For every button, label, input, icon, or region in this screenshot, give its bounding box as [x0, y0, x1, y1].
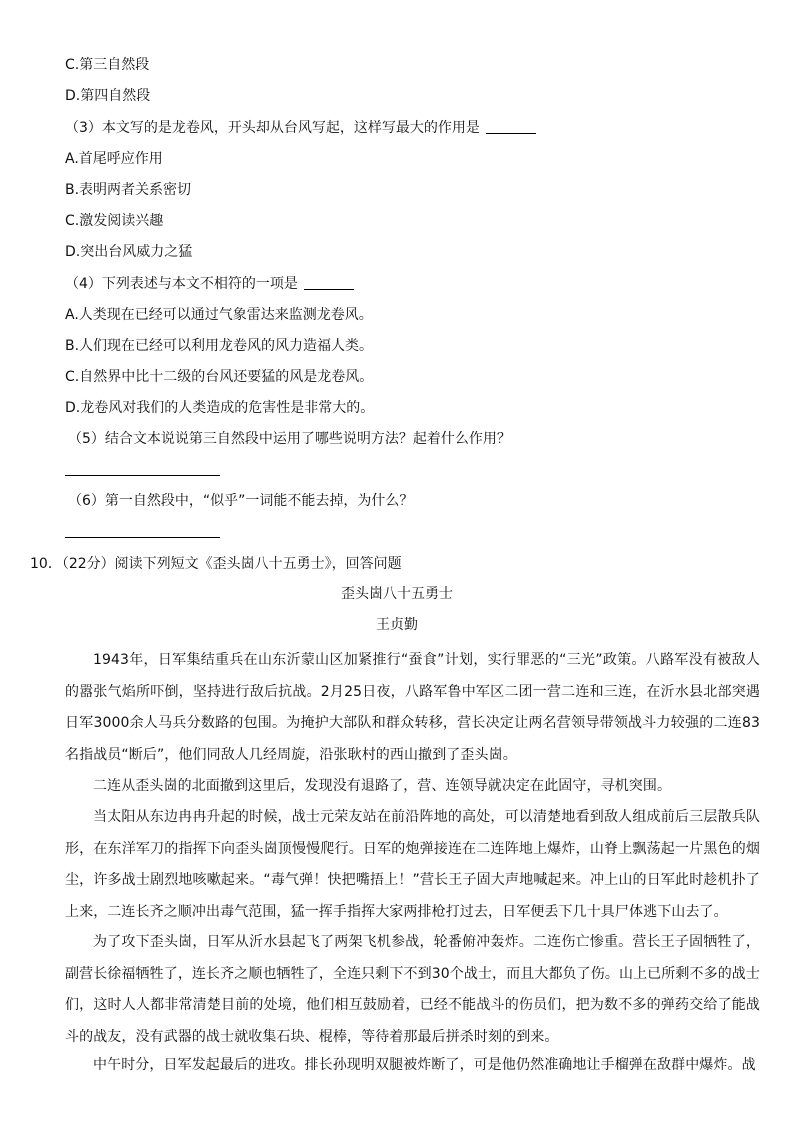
q2-option-d: D.第四自然段 [65, 88, 151, 104]
q4-option-b: B.人们现在已经可以利用龙卷风的风力造福人类。 [65, 338, 374, 354]
q3-stem-text: （3）本文写的是龙卷风，开头却从台风写起，这样写最大的作用是 [65, 120, 480, 136]
q4-option-d: D.龙卷风对我们的人类造成的危害性是非常大的。 [65, 400, 375, 416]
q5-stem: （5）结合文本说说第三自然段中运用了哪些说明方法？起着什么作用？ [68, 431, 511, 447]
q4-option-a: A.人类现在已经可以通过气象雷达来监测龙卷风。 [65, 307, 373, 323]
q10-heading: 10．（22分）阅读下列短文《歪头崮八十五勇士》，回答问题 [30, 556, 402, 572]
passage-paragraph-4: 为了攻下歪头崮，日军从沂水县起飞了两架飞机参战，轮番俯冲轰炸。二连伤亡惨重。营长王子固牺牲了，副营长徐福牺牲了，连长齐之顺也牺牲了，全连只剩下不到30个战士，而且大都负了伤。山上已所剩不多的战士们，这时人人都非常清楚目前的处境，他们相互鼓励着，已经不能战斗的伤员们，把为数不多的弹药交给了能战斗的战友，没有武器的战士就收集石块、棍棒，等待着那最后拼杀时刻的到来。 [65, 934, 760, 1045]
q3-option-d: D.突出台风威力之猛 [65, 244, 193, 260]
q3-stem [65, 118, 536, 138]
q4-answer-blank[interactable] [304, 275, 354, 290]
passage-paragraph-1: 1943年，日军集结重兵在山东沂蒙山区加紧推行“蚕食”计划，实行罪恶的“三光”政策。八路军没有被敌人的嚣张气焰所吓倒，坚持进行敌后抗战。2月25日夜，八路军鲁中军区二团一营二连和三连，在沂水县北部突遇日军3000余人马兵分数路的包围。为掩护大部队和群众转移，营长决定让两名营领导带领战斗力较强的二连83名指战员“断后”，他们同敌人几经周旋，沿张耿村的西山撤到了歪头崮。 [65, 652, 760, 763]
q3-answer-blank[interactable] [486, 119, 536, 134]
passage-paragraph-3: 当太阳从东边冉冉升起的时候，战士元荣友站在前沿阵地的高处，可以清楚地看到敌人组成前后三层散兵队形，在东洋军刀的指挥下向歪头崮顶慢慢爬行。日军的炮弹接连在二连阵地上爆炸，山脊上飘荡起一片黑色的烟尘，许多战士剧烈地咳嗽起来。“毒气弹！快把嘴捂上！”营长王子固大声地喊起来。冲上山的日军此时趁机扑了上来，二连长齐之顺冲出毒气范围，猛一挥手指挥大家两排枪打过去，日军便丢下几十具尸体逃下山去了。 [65, 809, 760, 920]
q6-stem: （6）第一自然段中，“似乎”一词能不能去掉，为什么？ [68, 493, 414, 509]
passage-title: 歪头崮八十五勇士 [341, 586, 453, 602]
q5-answer-line[interactable] [65, 475, 220, 476]
q3-option-a: A.首尾呼应作用 [65, 151, 163, 167]
q3-option-b: B.表明两者关系密切 [65, 182, 192, 198]
passage-paragraph-5: 中午时分，日军发起最后的进攻。排长孙现明双腿被炸断了，可是他仍然准确地让手榴弹在敌群中爆炸。战 [93, 1057, 756, 1073]
passage-author: 王贞勤 [376, 617, 418, 633]
q4-stem [65, 274, 354, 294]
q6-answer-line[interactable] [65, 537, 220, 538]
passage-paragraph-2: 二连从歪头崮的北面撤到这里后，发现没有退路了，营、连领导就决定在此固守，寻机突围。 [93, 778, 672, 794]
q3-option-c: C.激发阅读兴趣 [65, 213, 164, 229]
q4-option-c: C.自然界中比十二级的台风还要猛的风是龙卷风。 [65, 369, 374, 385]
q4-stem-text: （4）下列表述与本文不相符的一项是 [65, 276, 298, 292]
q2-option-c: C.第三自然段 [65, 57, 150, 73]
